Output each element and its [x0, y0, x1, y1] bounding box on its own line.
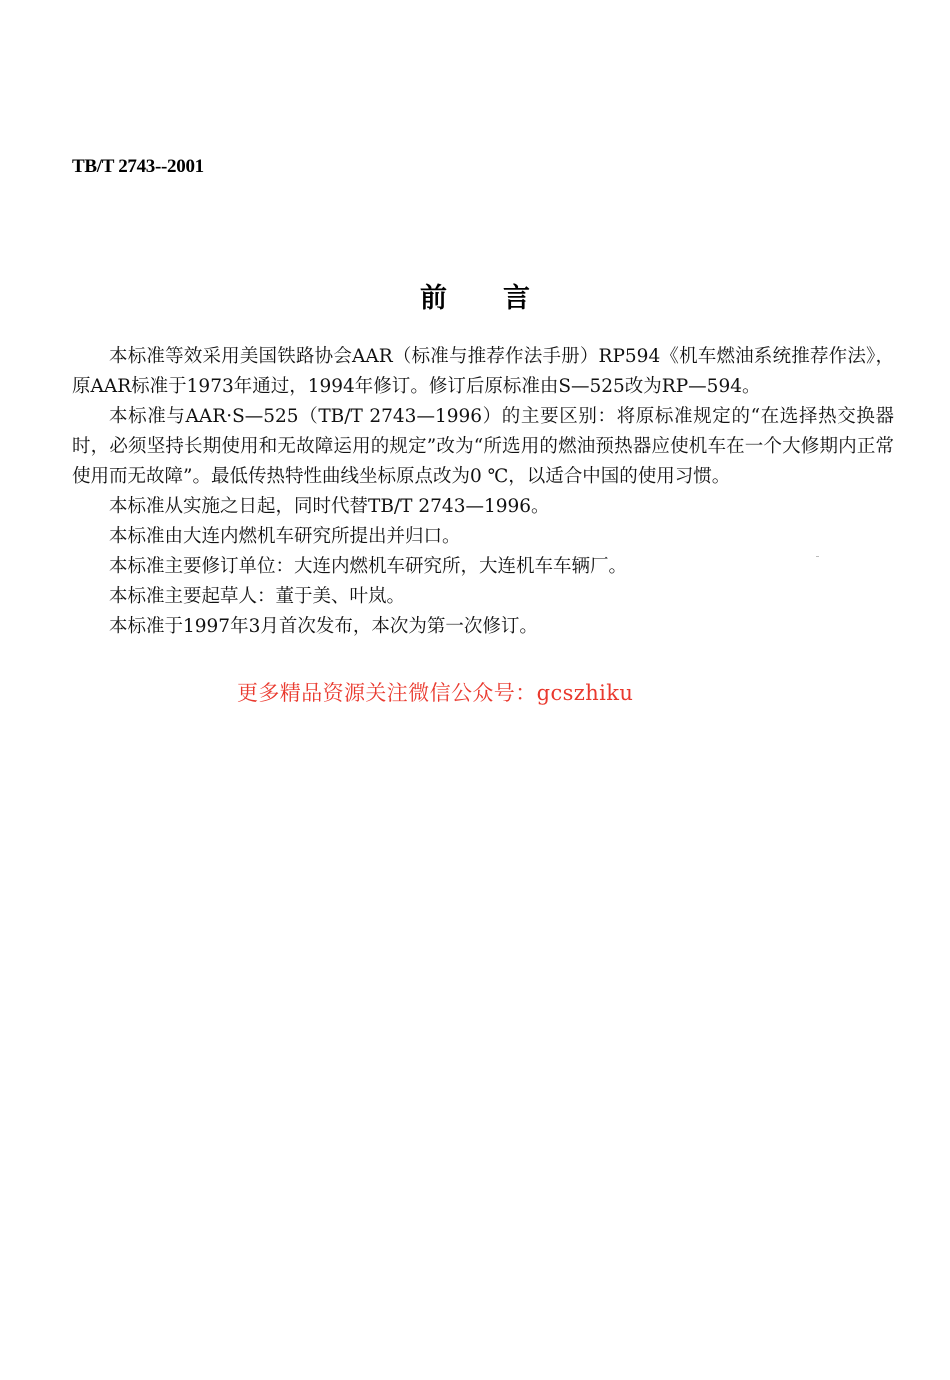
paragraph-differences: 本标准与AAR·S—525（TB/T 2743—1996）的主要区别：将原标准规定的“在选择热交换器时，必须坚持长期使用和无故障运用的规定”改为“所选用的燃油预热器应使机车在一个大修期内正常使用而无故障”。最低传热特性曲线坐标原点改为0 ℃，以适合中国的使用习惯。 [72, 406, 894, 487]
paragraph-proposer: 本标准由大连内燃机车研究所提出并归口。 [109, 526, 461, 547]
paragraph-drafters: 本标准主要起草人：董于美、叶岚。 [109, 586, 406, 607]
scan-speck [816, 556, 819, 557]
paragraph-replaces: 本标准从实施之日起，同时代替TB/T 2743—1996。 [109, 496, 550, 517]
paragraph-revising-units: 本标准主要修订单位：大连内燃机车研究所，大连机车车辆厂。 [109, 556, 628, 577]
foreword-body [72, 342, 894, 642]
watermark-overlay: 更多精品资源关注微信公众号：gcszhiku [237, 681, 634, 705]
paragraph-issue-history: 本标准于1997年3月首次发布，本次为第一次修订。 [109, 616, 538, 637]
page-title: 前言 [420, 283, 586, 314]
document-code: TB/T 2743--2001 [72, 156, 204, 177]
paragraph-adoption: 本标准等效采用美国铁路协会AAR（标准与推荐作法手册）RP594《机车燃油系统推荐作法》，原AAR标准于1973年通过，1994年修订。修订后原标准由S—525改为RP—594。 [72, 346, 894, 397]
